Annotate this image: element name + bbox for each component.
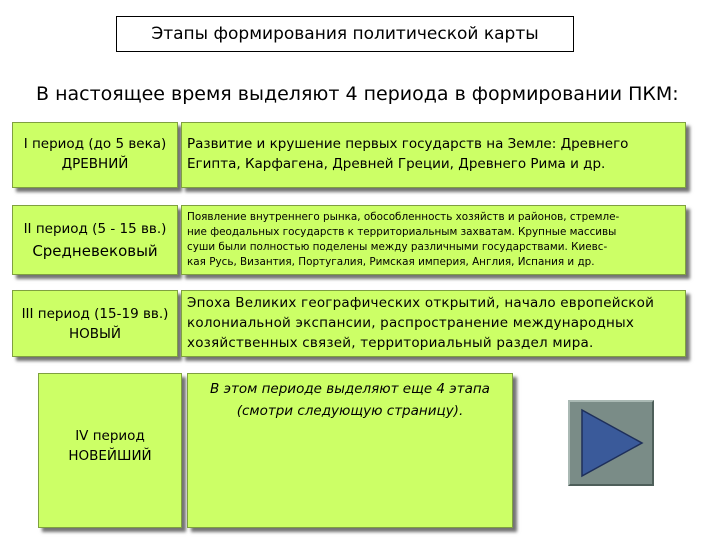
period-3-desc-line: Эпоха Великих географических открытий, начало европейской — [187, 295, 655, 311]
period-2-desc-line: кая Русь, Византия, Португалия, Римская империя, Англия, Испания и др. — [187, 256, 595, 268]
period-2-desc-line: Появление внутреннего рынка, обособленность хозяйств и районов, стремле- — [187, 211, 620, 223]
period-1-name: I период (до 5 века) — [23, 136, 167, 152]
period-4-note — [185, 378, 515, 422]
period-3-label — [10, 304, 180, 344]
period-4-era: НОВЕЙШИЙ — [68, 448, 152, 464]
note-line: (смотри следующую страницу). — [236, 403, 464, 419]
period-3-desc-line: хозяйственных связей, территориальный раздел мира. — [187, 335, 594, 351]
period-4-label — [38, 426, 182, 466]
period-2-desc-line: ние феодальных государств к территориальным захватам. Крупные массивы — [187, 226, 617, 238]
period-3-desc-line: колониальной экспансии, распространение международных — [187, 315, 635, 331]
slide-subtitle: В настоящее время выделяют 4 периода в формировании ПКМ: — [36, 83, 679, 105]
period-1-desc-line: Развитие и крушение первых государств на Земле: Древнего — [187, 136, 629, 152]
period-2-desc-line: суши были полностью поделены между различными государствами. Киевс- — [187, 241, 608, 253]
period-2-label — [12, 219, 178, 261]
period-1-description — [181, 134, 692, 174]
play-arrow-icon — [570, 402, 652, 484]
period-2-description — [181, 208, 692, 270]
period-3-description — [181, 293, 692, 353]
period-3-era: НОВЫЙ — [68, 326, 122, 342]
period-4-name: IV период — [75, 428, 145, 444]
period-1-desc-line: Египта, Карфагена, Древней Греции, Древнего Рима и др. — [187, 156, 606, 172]
next-page-button[interactable] — [568, 400, 654, 486]
period-2-name: II период (5 - 15 вв.) — [23, 221, 167, 237]
slide-title: Этапы формирования политической карты — [116, 16, 574, 52]
period-1-era: ДРЕВНИЙ — [61, 156, 129, 172]
period-2-era: Средневековый — [32, 242, 158, 260]
period-1-label — [12, 134, 178, 174]
note-line: В этом периоде выделяют еще 4 этапа — [210, 381, 490, 397]
period-3-name: III период (15-19 вв.) — [21, 306, 169, 322]
